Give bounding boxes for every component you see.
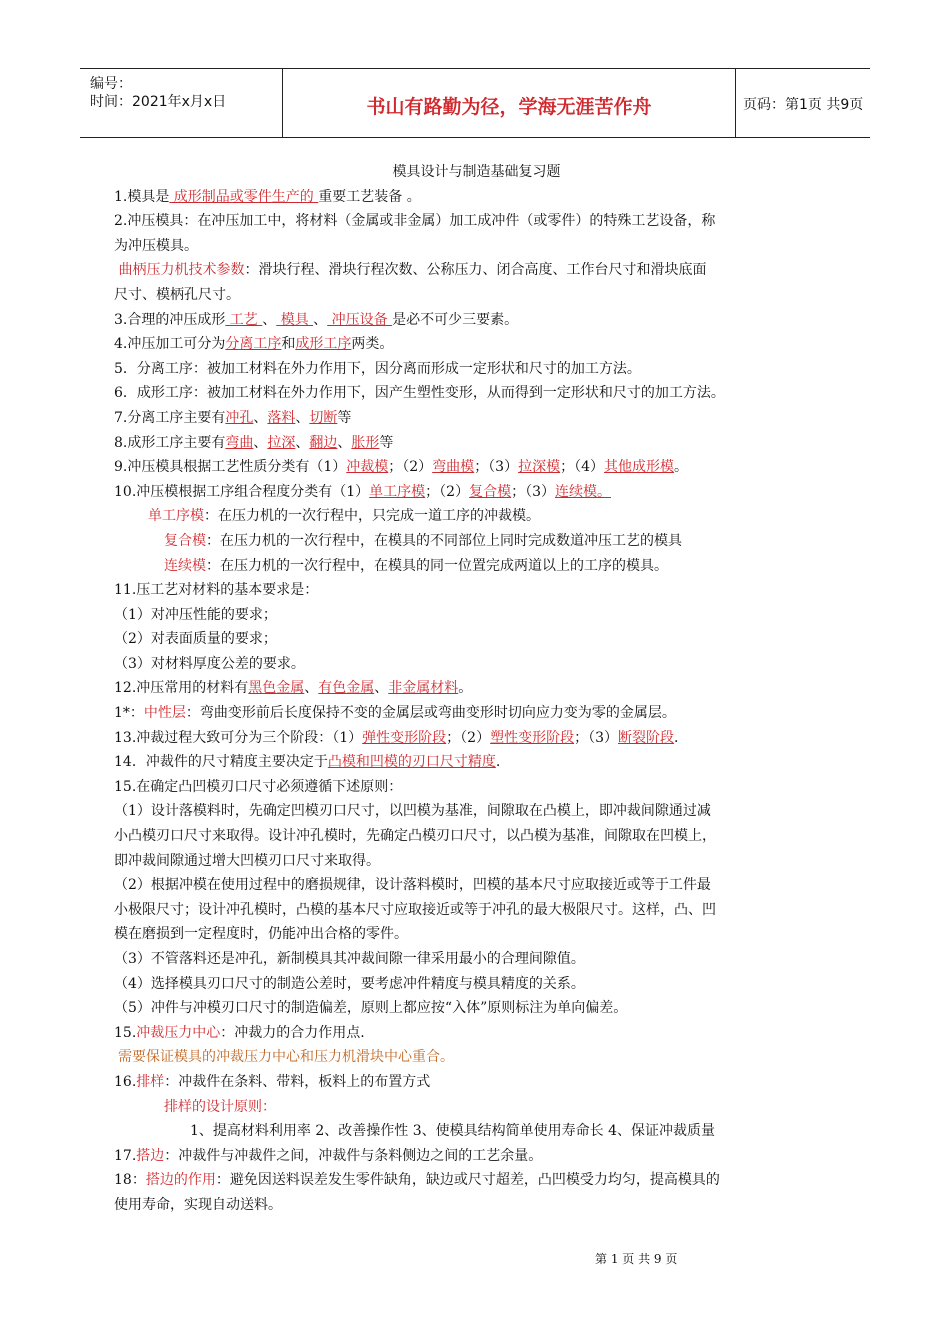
line-11: [114, 431, 839, 456]
term: 搭边的作用: [145, 1172, 216, 1189]
text: 、: [295, 409, 310, 426]
line-23: [114, 726, 839, 751]
line-19: （2）对表面质量的要求；: [114, 631, 277, 648]
text: ；（3）: [574, 729, 619, 746]
text: 1*：: [114, 705, 144, 722]
line-8: 5．分离工序：被加工材料在外力作用下，因分离而形成一定形状和尺寸的加工方法。: [114, 360, 641, 377]
answer: 工艺: [225, 311, 263, 328]
line-27: 小凸模刃口尺寸来取得。设计冲孔模时，先确定凸模刃口尺寸，以凸模为基准，间隙取在凹模上，: [114, 828, 716, 845]
answer: 连续模。: [555, 483, 612, 500]
text: 16.: [114, 1073, 137, 1090]
text: ；（2）: [425, 483, 470, 500]
header-center-cell: [282, 69, 736, 137]
answer: 弯曲模: [432, 459, 475, 476]
line-17: 11.压工艺对材料的基本要求是：: [114, 582, 319, 599]
line-5: 尺寸、模柄孔尺寸。: [114, 286, 240, 303]
text: ；（3）: [511, 483, 556, 500]
text: 1.模具是: [114, 188, 170, 205]
answer: 拉深: [267, 434, 296, 451]
line-7: [114, 332, 839, 357]
document-title: 模具设计与制造基础复习题: [392, 164, 561, 180]
text: 、: [262, 311, 277, 328]
answer: 弯曲: [225, 434, 254, 451]
text: 、: [304, 680, 319, 697]
line-9: 6．成形工序：被加工材料在外力作用下，因产生塑性变形，从而得到一定形状和尺寸的加工方法。: [114, 385, 725, 402]
line-42: 使用寿命，实现自动送料。: [114, 1196, 282, 1213]
line-34: （5）冲件与冲模刃口尺寸的制造偏差，原则上都应按“入体”原则标注为单向偏差。: [114, 1000, 628, 1017]
text: ：冲裁力的合力作用点.: [220, 1024, 365, 1041]
line-39: 1、提高材料利用率 2、改善操作性 3、使模具结构简单使用寿命长 4、保证冲裁质量: [190, 1123, 715, 1140]
text: 。: [458, 680, 473, 697]
line-41: [114, 1168, 839, 1193]
line-2: 2.冲压模具：在冲压加工中，将材料（金属或非金属）加工成冲件（或零件）的特殊工艺设备，称: [114, 213, 716, 230]
line-14: [114, 504, 839, 529]
text: 12.冲压常用的材料有: [114, 680, 249, 697]
text: 等: [379, 434, 394, 451]
answer: 分离工序: [225, 336, 282, 353]
text: 等: [337, 409, 352, 426]
text: 两类。: [351, 336, 394, 353]
text: ；（4）: [560, 459, 605, 476]
line-24: [114, 750, 839, 775]
answer: 单工序模: [369, 483, 426, 500]
line-22: [114, 701, 839, 726]
text: 。: [674, 459, 689, 476]
text: 3.合理的冲压成形: [114, 311, 226, 328]
line-16: [114, 554, 839, 579]
document-body: [114, 160, 839, 1218]
line-32: （3）不管落料还是冲孔，新制模具其冲裁间隙一律采用最小的合理间隙值。: [114, 951, 585, 967]
answer: 塑性变形阶段: [490, 729, 575, 746]
line-3: 为冲压模具。: [114, 237, 198, 254]
text: 15.: [114, 1024, 137, 1041]
text: 重要工艺装备 。: [318, 188, 421, 205]
text: ；（3）: [474, 459, 519, 476]
answer: 胀形: [351, 434, 380, 451]
line-29: （2）根据冲模在使用过程中的磨损规律，设计落料模时，凹模的基本尺寸应取接近或等于工件最: [114, 877, 711, 894]
text: 和: [281, 336, 296, 353]
text: 17.: [114, 1147, 137, 1164]
line-4: [114, 258, 839, 283]
line-26: （1）设计落模料时，先确定凹模刃口尺寸，以凹模为基准，间隙取在凸模上，即冲裁间隙通过减: [114, 803, 711, 820]
answer: 切断: [309, 409, 338, 426]
text: 8.成形工序主要有: [114, 434, 226, 451]
term: 中性层: [143, 705, 186, 722]
text: ：在压力机的一次行程中，只完成一道工序的冲裁模。: [204, 508, 540, 525]
term: 排样: [136, 1073, 165, 1090]
answer: 翻边: [309, 434, 338, 451]
answer: 冲孔: [225, 409, 254, 426]
text: 9.冲压模具根据工艺性质分类有（1）: [114, 459, 347, 476]
page-info: 页码：第1页 共9页: [743, 97, 864, 113]
term: 连续模: [164, 557, 206, 574]
page-footer: 第 1 页 共 9 页: [595, 1252, 678, 1266]
text: ：冲裁件在条料、带料，板料上的布置方式: [164, 1073, 431, 1090]
text: 18：: [114, 1172, 146, 1189]
text: 、: [313, 311, 328, 328]
text: 14．冲裁件的尺寸精度主要决定于: [114, 754, 328, 771]
text: 、: [295, 434, 310, 451]
text: 10.冲压模根据工序组合程度分类有（1）: [114, 483, 370, 500]
line-40: [114, 1144, 839, 1169]
answer: 凸模和凹模的刃口尺寸精度: [327, 754, 496, 771]
text: 4.冲压加工可分为: [114, 336, 226, 353]
text: ；（2）: [388, 459, 433, 476]
line-25: 15.在确定凸凹模刃口尺寸必须遵循下述原则：: [114, 778, 403, 795]
answer: 非金属材料: [388, 680, 459, 697]
line-21: [114, 676, 839, 701]
text: ；（2）: [446, 729, 491, 746]
number-label: 编号：: [90, 76, 132, 92]
text: 、: [253, 434, 268, 451]
answer: 其他成形模: [604, 459, 675, 476]
text: 13.冲裁过程大致可分为三个阶段：（1）: [114, 729, 363, 746]
text: ：避免因送料误差发生零件缺角，缺边或尺寸超差，凸凹模受力均匀，提高模具的: [215, 1172, 720, 1189]
text: 、: [374, 680, 389, 697]
answer: 成形制品或零件生产的: [169, 188, 319, 205]
text: .: [495, 754, 501, 771]
text: ：冲裁件与冲裁件之间，冲裁件与条料侧边之间的工艺余量。: [164, 1147, 543, 1164]
line-37: [114, 1070, 839, 1095]
text: ：弯曲变形前后长度保持不变的金属层或弯曲变形时切向应力变为零的金属层。: [185, 705, 676, 722]
text: ：在压力机的一次行程中，在模具的同一位置完成两道以上的工序的模具。: [206, 557, 668, 574]
answer: 黑色金属: [248, 680, 305, 697]
page-header: [80, 68, 870, 138]
line-30: 小极限尺寸；设计冲孔模时，凸模的基本尺寸应取接近或等于冲孔的最大极限尺寸。这样，凸、凹: [114, 901, 716, 918]
header-right-cell: [735, 69, 870, 137]
answer: 冲裁模: [346, 459, 389, 476]
line-18: （1）对冲压性能的要求；: [114, 606, 277, 623]
line-20: （3）对材料厚度公差的要求。: [114, 655, 305, 672]
text: ：在压力机的一次行程中，在模具的不同部位上同时完成数道冲压工艺的模具: [206, 532, 682, 549]
term: 复合模: [164, 532, 206, 549]
text: 、: [253, 409, 268, 426]
text: .: [674, 729, 679, 746]
answer: 有色金属: [318, 680, 375, 697]
text: 是必不可少三要素。: [392, 311, 519, 328]
line-28: 即冲裁间隙通过增大凹模刃口尺寸来取得。: [114, 852, 380, 869]
text: 7.分离工序主要有: [114, 409, 226, 426]
motto: 书山有路勤为径，学海无涯苦作舟: [366, 96, 652, 118]
line-12: [114, 455, 839, 480]
line-31: 模在磨损到一定程度时，仍能冲出合格的零件。: [114, 926, 408, 943]
term: 单工序模: [148, 508, 204, 525]
line-10: [114, 406, 839, 431]
text: ：滑块行程、滑块行程次数、公称压力、闭合高度、工作台尺寸和滑块底面: [244, 262, 707, 279]
line-1: [114, 185, 839, 210]
answer: 弹性变形阶段: [362, 729, 447, 746]
line-38: 排样的设计原则：: [164, 1098, 276, 1115]
line-13: [114, 480, 839, 505]
answer: 成形工序: [295, 336, 352, 353]
answer: 模具: [276, 311, 314, 328]
answer: 冲压设备: [327, 311, 393, 328]
answer: 落料: [267, 409, 296, 426]
header-left-cell: [80, 69, 282, 137]
text: 、: [337, 434, 352, 451]
line-6: [114, 308, 839, 333]
answer: 复合模: [469, 483, 512, 500]
term: 冲裁压力中心: [136, 1024, 221, 1041]
answer: 断裂阶段: [618, 729, 675, 746]
term: 搭边: [136, 1147, 165, 1164]
line-35: [114, 1021, 839, 1046]
line-33: （4）选择模具刃口尺寸的制造公差时，要考虑冲件精度与模具精度的关系。: [114, 975, 585, 992]
line-15: [114, 529, 839, 554]
line-36: 需要保证模具的冲裁压力中心和压力机滑块中心重合。: [118, 1049, 454, 1066]
time-label: 时间：2021年x月x日: [90, 94, 227, 110]
term: 曲柄压力机技术参数: [118, 262, 245, 279]
answer: 拉深模: [518, 459, 561, 476]
